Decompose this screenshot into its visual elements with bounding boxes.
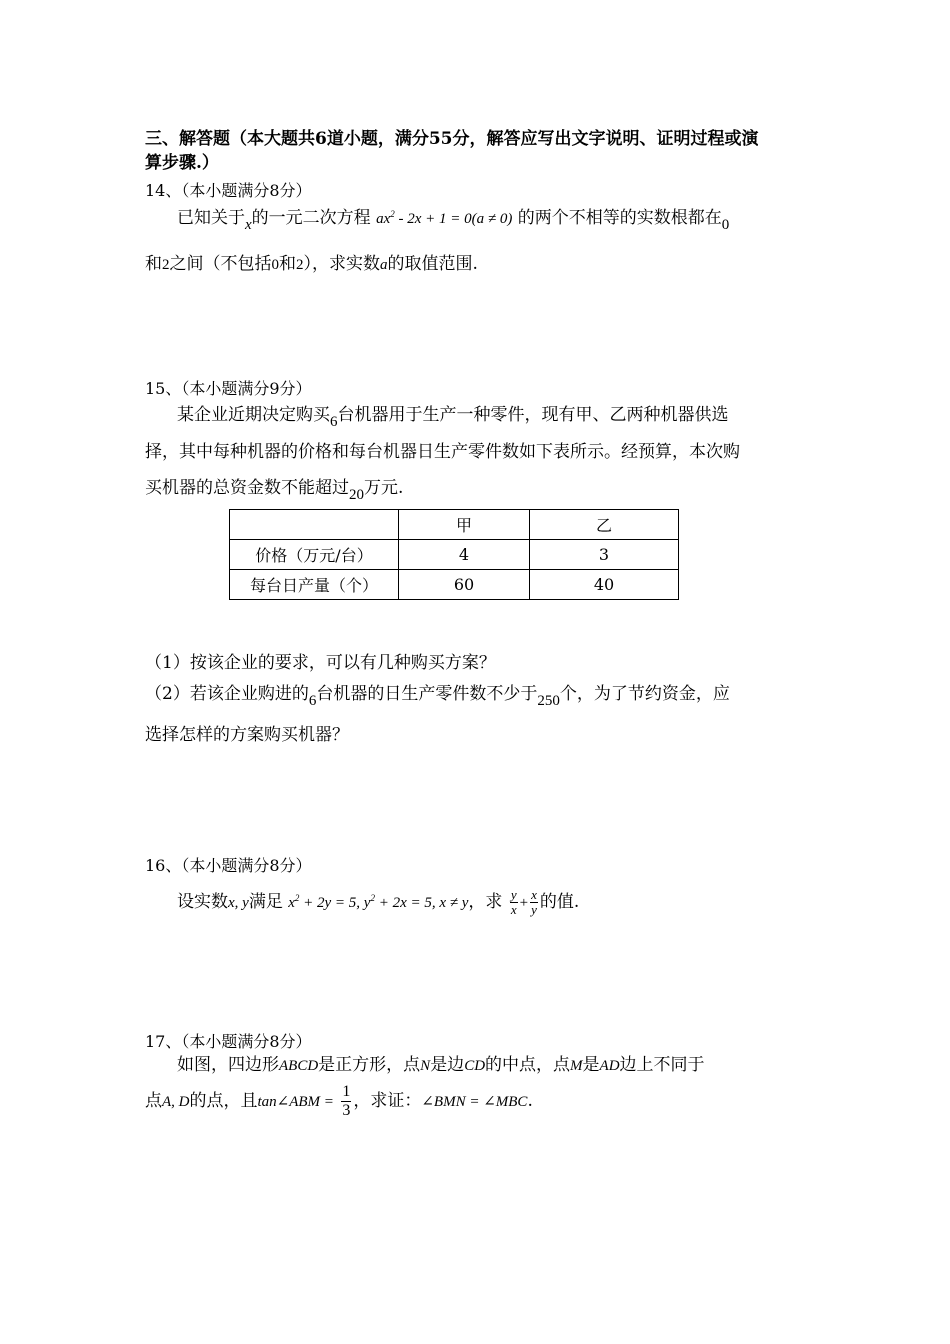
text: 的中点，点 xyxy=(485,1055,571,1075)
text: 设实数 xyxy=(177,892,228,912)
math: A, D xyxy=(162,1094,190,1110)
text: 点 xyxy=(145,1091,162,1111)
text: 如图，四边形 xyxy=(177,1055,279,1075)
exp: 2 xyxy=(294,893,300,903)
text: 的两个不相等的实数根都在 xyxy=(517,208,722,228)
section-heading-line1: 三、解答题（本大题共6道小题，满分55分，解答应写出文字说明、证明过程或演 xyxy=(145,129,759,149)
q14-header: 14、（本小题满分8分） xyxy=(145,181,312,200)
q17-line1 xyxy=(177,1050,705,1075)
num: 20 xyxy=(349,487,364,503)
math: AD xyxy=(599,1058,620,1074)
plus: + xyxy=(519,895,529,911)
text: （2）若该企业购进的 xyxy=(145,684,309,704)
math-x: x xyxy=(245,217,252,233)
section-heading-line2: 算步骤.） xyxy=(145,153,219,173)
table-cell: 乙 xyxy=(530,510,679,540)
math: CD xyxy=(464,1058,486,1074)
q17-line2 xyxy=(145,1083,533,1120)
text: 台机器用于生产一种零件，现有甲、乙两种机器供选 xyxy=(337,405,729,425)
eq-ax: ax xyxy=(376,211,391,227)
denominator: y xyxy=(531,902,537,917)
table-cell: 40 xyxy=(530,570,679,600)
num: 0 xyxy=(721,217,730,233)
text: 已知关于 xyxy=(177,208,245,228)
num: 2 xyxy=(296,257,304,273)
text: 的值. xyxy=(539,892,580,912)
text: ），求实数 xyxy=(303,254,380,274)
machine-table xyxy=(229,509,679,600)
q14-line1 xyxy=(177,203,730,233)
table-cell: 3 xyxy=(530,540,679,570)
text: 的一元二次方程 xyxy=(251,208,371,228)
fraction-x-over-y xyxy=(530,888,538,917)
q15-sub2 xyxy=(145,679,730,709)
text: ，求证： xyxy=(353,1091,422,1111)
text: 和 xyxy=(145,254,162,274)
math: N xyxy=(420,1058,431,1074)
num: 6 xyxy=(330,414,338,430)
text: 买机器的总资金数不能超过 xyxy=(145,478,349,498)
exp: 2 xyxy=(370,893,375,903)
q16-equation xyxy=(288,895,468,911)
num: 2 xyxy=(162,257,170,273)
q15-line3 xyxy=(145,473,404,503)
q16-header: 16、（本小题满分8分） xyxy=(145,856,312,875)
table-cell: 60 xyxy=(399,570,530,600)
text: 之间（不包括 xyxy=(169,254,272,274)
text: 是正方形，点 xyxy=(318,1055,421,1075)
num: 0 xyxy=(271,257,279,273)
fraction-one-third xyxy=(341,1083,351,1120)
text: 的取值范围. xyxy=(387,254,478,274)
q15-line1 xyxy=(177,400,729,430)
q15-line2: 择，其中每种机器的价格和每台机器日生产零件数如下表所示。经预算，本次购 xyxy=(145,442,740,462)
eq: x xyxy=(288,895,295,911)
text: 个，为了节约资金，应 xyxy=(559,684,730,704)
math-a: a xyxy=(380,257,388,273)
text: 某企业近期决定购买 xyxy=(177,405,330,425)
q15-header: 15、（本小题满分9分） xyxy=(145,379,312,398)
math: M xyxy=(570,1058,583,1074)
eq-rest: - 2x + 1 = 0(a ≠ 0) xyxy=(394,211,513,227)
num: 250 xyxy=(537,693,560,709)
math-proof: ∠BMN = ∠MBC xyxy=(421,1094,528,1110)
q14-line2 xyxy=(145,249,478,274)
eq: + 2y = 5, y xyxy=(299,895,371,911)
text: 万元. xyxy=(364,478,404,498)
q17-header: 17、（本小题满分8分） xyxy=(145,1032,312,1051)
table-cell: 甲 xyxy=(399,510,530,540)
text: 满足 xyxy=(248,892,283,912)
fraction-y-over-x xyxy=(510,888,518,917)
text: 是 xyxy=(582,1055,600,1075)
text: 边上不同于 xyxy=(619,1055,705,1075)
table-header-row xyxy=(230,510,679,540)
numerator: 1 xyxy=(342,1083,351,1100)
math: ABCD xyxy=(279,1058,319,1074)
table-cell: 价格（万元/台） xyxy=(230,540,399,570)
text: 和 xyxy=(279,254,296,274)
table-row xyxy=(230,540,679,570)
denominator: x xyxy=(510,902,517,917)
math-tan: tan∠ABM = xyxy=(257,1094,334,1110)
q15-sub2-cont: 选择怎样的方案购买机器？ xyxy=(145,725,349,745)
denominator: 3 xyxy=(342,1102,351,1119)
table-cell xyxy=(230,510,399,540)
text: 台机器的日生产零件数不少于 xyxy=(316,684,538,704)
table-row xyxy=(230,570,679,600)
q14-equation xyxy=(376,211,512,227)
numerator: x xyxy=(531,887,537,902)
table-cell: 每台日产量（个） xyxy=(230,570,399,600)
math-xy: x, y xyxy=(228,895,249,911)
q16-line1 xyxy=(177,887,579,917)
text: ，求 xyxy=(468,892,503,912)
eq: + 2x = 5, x ≠ y xyxy=(374,895,469,911)
table-cell: 4 xyxy=(399,540,530,570)
q15-sub1: （1）按该企业的要求，可以有几种购买方案？ xyxy=(145,653,496,673)
numerator: y xyxy=(510,887,517,902)
text: 的点，且 xyxy=(189,1091,258,1111)
num: 6 xyxy=(308,693,317,709)
text: . xyxy=(527,1091,533,1111)
exp: 2 xyxy=(390,209,395,219)
text: 是边 xyxy=(430,1055,465,1075)
